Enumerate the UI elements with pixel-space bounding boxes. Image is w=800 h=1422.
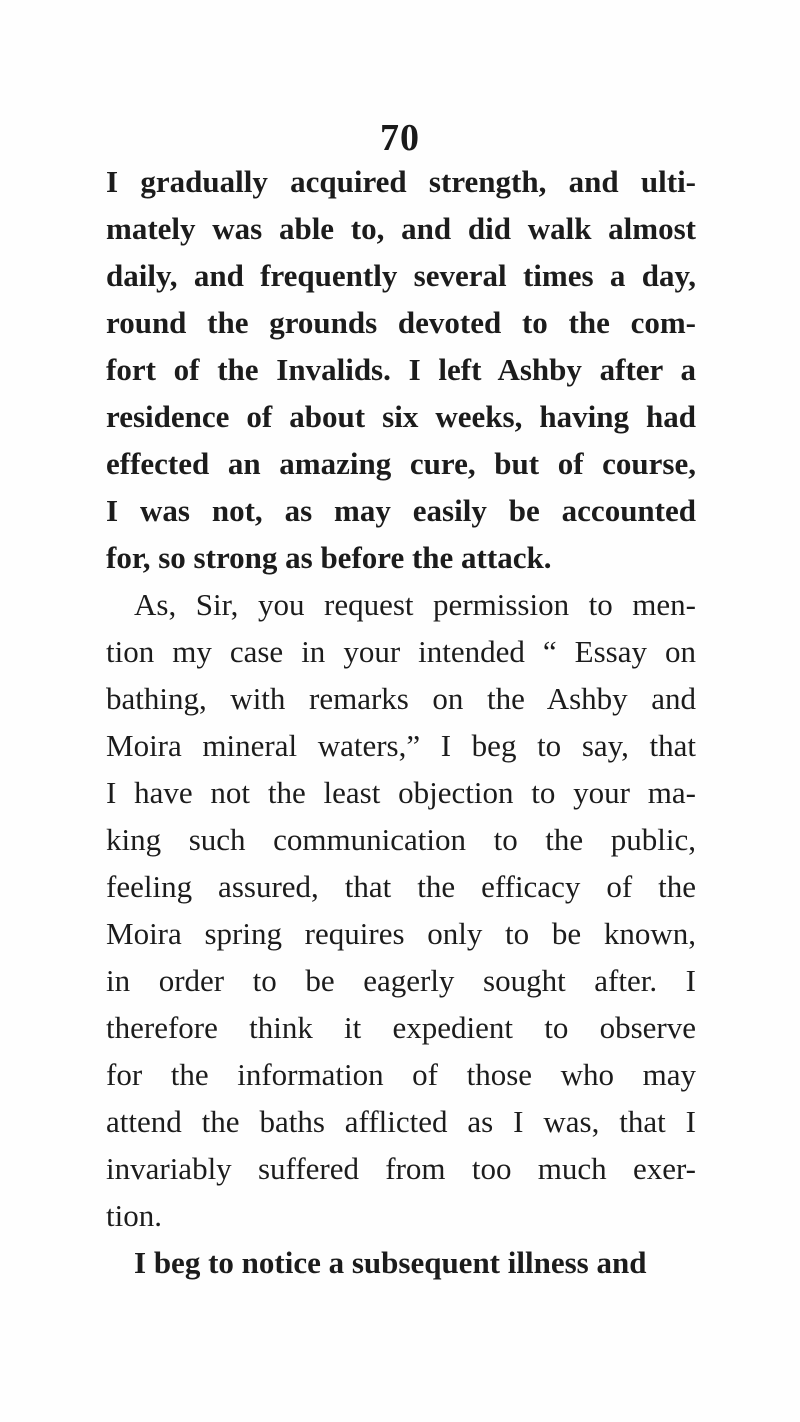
text-line: invariably suffered from too much exer- (106, 1151, 696, 1186)
text-line: fort of the Invalids. I left Ashby after a (106, 352, 696, 387)
text-line: As, Sir, you request permission to men- (134, 587, 696, 622)
text-line: I beg to notice a subsequent illness and (134, 1245, 647, 1280)
text-line: I gradually acquired strength, and ulti- (106, 164, 696, 199)
text-line: king such communication to the public, (106, 822, 696, 857)
text-line: bathing, with remarks on the Ashby and (106, 681, 696, 716)
text-line: for, so strong as before the attack. (106, 540, 552, 575)
text-line: in order to be eagerly sought after. I (106, 963, 696, 998)
text-line: for the information of those who may (106, 1057, 696, 1092)
text-line: I was not, as may easily be accounted (106, 493, 696, 528)
text-line: residence of about six weeks, having had (106, 399, 696, 434)
page-number: 70 (380, 117, 420, 159)
text-line: attend the baths afflicted as I was, that I (106, 1104, 696, 1139)
text-line: effected an amazing cure, but of course, (106, 446, 696, 481)
text-line: round the grounds devoted to the com- (106, 305, 696, 340)
text-line: mately was able to, and did walk almost (106, 211, 696, 246)
text-line: feeling assured, that the efficacy of the (106, 869, 696, 904)
body-text (106, 158, 696, 1286)
text-line: daily, and frequently several times a day, (106, 258, 696, 293)
text-line: tion. (106, 1198, 162, 1233)
text-line: tion my case in your intended “ Essay on (106, 634, 696, 669)
text-line: I have not the least objection to your ma- (106, 775, 696, 810)
text-line: therefore think it expedient to observe (106, 1010, 696, 1045)
text-line: Moira spring requires only to be known, (106, 916, 696, 951)
text-line: Moira mineral waters,” I beg to say, that (106, 728, 696, 763)
